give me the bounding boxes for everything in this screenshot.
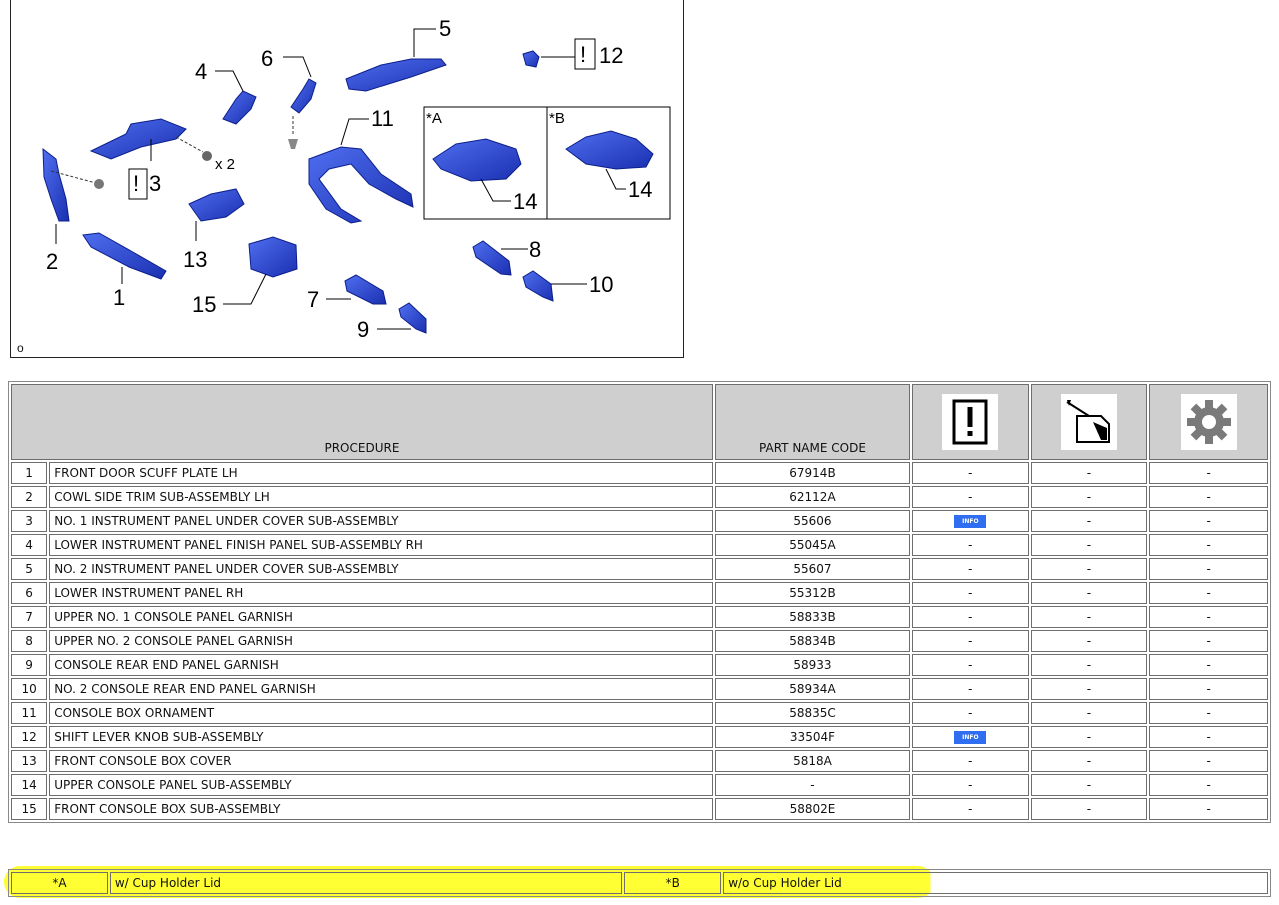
row-number: 12 <box>11 726 47 748</box>
caution-cell: - <box>912 750 1029 772</box>
info-button[interactable]: INFO <box>954 731 986 744</box>
procedure-link[interactable]: COWL SIDE TRIM SUB-ASSEMBLY LH <box>49 486 713 508</box>
settings-cell: - <box>1149 510 1268 532</box>
procedure-link[interactable]: UPPER CONSOLE PANEL SUB-ASSEMBLY <box>49 774 713 796</box>
caution-cell <box>912 726 1029 748</box>
caution-mark-3: ! <box>133 171 140 196</box>
clip-shape <box>94 179 104 189</box>
part-name-code: 55607 <box>715 558 910 580</box>
table-row <box>11 798 1268 820</box>
legend-key-b: *B <box>624 872 721 894</box>
table-header-row <box>11 384 1268 460</box>
callout-4: 4 <box>195 59 208 84</box>
settings-cell: - <box>1149 558 1268 580</box>
part-name-code: 55045A <box>715 534 910 556</box>
part-name-code: 5818A <box>715 750 910 772</box>
part-14b-shape <box>566 131 653 169</box>
part-name-code: 55312B <box>715 582 910 604</box>
callout-8: 8 <box>529 237 542 262</box>
parts-table-body <box>11 462 1268 820</box>
lubricant-cell: - <box>1031 630 1148 652</box>
part-name-code: 67914B <box>715 462 910 484</box>
lubricant-cell: - <box>1031 462 1148 484</box>
lubricant-cell: - <box>1031 534 1148 556</box>
legend-key-a: *A <box>11 872 108 894</box>
row-number: 1 <box>11 462 47 484</box>
caution-cell: - <box>912 774 1029 796</box>
row-number: 5 <box>11 558 47 580</box>
lubricant-cell: - <box>1031 798 1148 820</box>
legend-table <box>8 869 1271 897</box>
part-name-code: - <box>715 774 910 796</box>
settings-cell: - <box>1149 534 1268 556</box>
caution-cell: - <box>912 534 1029 556</box>
header-lubricant <box>1031 384 1148 460</box>
callout-6: 6 <box>261 46 274 71</box>
procedure-link[interactable]: CONSOLE BOX ORNAMENT <box>49 702 713 724</box>
row-number: 2 <box>11 486 47 508</box>
procedure-link[interactable]: FRONT CONSOLE BOX SUB-ASSEMBLY <box>49 798 713 820</box>
procedure-link[interactable]: FRONT CONSOLE BOX COVER <box>49 750 713 772</box>
row-number: 14 <box>11 774 47 796</box>
part-3-shape <box>91 119 186 159</box>
part-name-code: 62112A <box>715 486 910 508</box>
table-row <box>11 606 1268 628</box>
lubricant-cell: - <box>1031 678 1148 700</box>
part-name-code: 33504F <box>715 726 910 748</box>
caution-cell: - <box>912 798 1029 820</box>
legend-row <box>11 872 1268 894</box>
settings-cell: - <box>1149 654 1268 676</box>
settings-cell: - <box>1149 486 1268 508</box>
settings-cell: - <box>1149 462 1268 484</box>
table-row <box>11 678 1268 700</box>
callout-11: 11 <box>371 106 394 131</box>
legend-area <box>4 866 1270 898</box>
row-number: 7 <box>11 606 47 628</box>
part-4-shape <box>223 91 256 124</box>
settings-cell: - <box>1149 582 1268 604</box>
lubricant-cell: - <box>1031 726 1148 748</box>
lubricant-cell: - <box>1031 654 1148 676</box>
callout-14b: 14 <box>628 177 653 202</box>
callout-2: 2 <box>46 249 59 274</box>
part-8-shape <box>473 241 511 275</box>
callout-14a: 14 <box>513 189 538 214</box>
row-number: 9 <box>11 654 47 676</box>
header-part-name-code: PART NAME CODE <box>715 384 910 460</box>
part-15-shape <box>249 237 297 277</box>
table-row <box>11 726 1268 748</box>
part-12-shape <box>523 51 539 67</box>
lubricant-cell: - <box>1031 486 1148 508</box>
lubricant-cell: - <box>1031 750 1148 772</box>
part-name-code: 58833B <box>715 606 910 628</box>
table-row <box>11 702 1268 724</box>
procedure-link[interactable]: FRONT DOOR SCUFF PLATE LH <box>49 462 713 484</box>
table-row <box>11 534 1268 556</box>
view-b-label: *B <box>549 110 565 127</box>
header-procedure: PROCEDURE <box>11 384 713 460</box>
procedure-link[interactable]: LOWER INSTRUMENT PANEL RH <box>49 582 713 604</box>
table-row <box>11 774 1268 796</box>
table-row <box>11 558 1268 580</box>
part-1-shape <box>83 233 166 279</box>
view-a-label: *A <box>426 110 442 127</box>
caution-cell: - <box>912 654 1029 676</box>
row-number: 3 <box>11 510 47 532</box>
gear-icon <box>1181 394 1237 450</box>
procedure-link[interactable]: UPPER NO. 1 CONSOLE PANEL GARNISH <box>49 606 713 628</box>
fastener-qty: x 2 <box>215 156 236 173</box>
lubricant-cell: - <box>1031 558 1148 580</box>
parts-illustration <box>10 0 684 358</box>
callout-1: 1 <box>113 285 126 310</box>
table-row <box>11 462 1268 484</box>
row-number: 13 <box>11 750 47 772</box>
caution-cell: - <box>912 630 1029 652</box>
settings-cell: - <box>1149 702 1268 724</box>
caution-icon <box>942 394 998 450</box>
part-11-shape <box>309 147 413 223</box>
procedure-link[interactable]: NO. 2 CONSOLE REAR END PANEL GARNISH <box>49 678 713 700</box>
table-row <box>11 582 1268 604</box>
part-name-code: 58835C <box>715 702 910 724</box>
caution-cell <box>912 510 1029 532</box>
part-name-code: 58933 <box>715 654 910 676</box>
settings-cell: - <box>1149 750 1268 772</box>
table-row <box>11 750 1268 772</box>
row-number: 8 <box>11 630 47 652</box>
procedure-link[interactable]: UPPER NO. 2 CONSOLE PANEL GARNISH <box>49 630 713 652</box>
caution-cell: - <box>912 558 1029 580</box>
part-6-shape <box>291 79 316 113</box>
settings-cell: - <box>1149 774 1268 796</box>
procedure-link[interactable]: CONSOLE REAR END PANEL GARNISH <box>49 654 713 676</box>
info-button[interactable]: INFO <box>954 515 986 528</box>
caution-cell: - <box>912 462 1029 484</box>
caution-cell: - <box>912 486 1029 508</box>
legend-text-b: w/o Cup Holder Lid <box>723 872 1268 894</box>
settings-cell: - <box>1149 678 1268 700</box>
table-row <box>11 630 1268 652</box>
part-name-code: 55606 <box>715 510 910 532</box>
procedure-link[interactable]: SHIFT LEVER KNOB SUB-ASSEMBLY <box>49 726 713 748</box>
settings-cell: - <box>1149 606 1268 628</box>
callout-10: 10 <box>589 272 614 297</box>
procedure-link[interactable]: LOWER INSTRUMENT PANEL FINISH PANEL SUB-ASSEMBLY RH <box>49 534 713 556</box>
caution-cell: - <box>912 606 1029 628</box>
lubricant-cell: - <box>1031 774 1148 796</box>
lubricant-cell: - <box>1031 510 1148 532</box>
callout-13: 13 <box>183 247 208 272</box>
lubricant-icon <box>1061 394 1117 450</box>
settings-cell: - <box>1149 726 1268 748</box>
parts-table <box>8 381 1271 823</box>
legend-text-a: w/ Cup Holder Lid <box>110 872 623 894</box>
exploded-view-diagram <box>11 0 683 357</box>
row-number: 6 <box>11 582 47 604</box>
caution-cell: - <box>912 702 1029 724</box>
row-number: 4 <box>11 534 47 556</box>
procedure-link[interactable]: NO. 2 INSTRUMENT PANEL UNDER COVER SUB-ASSEMBLY <box>49 558 713 580</box>
part-14a-shape <box>433 139 521 181</box>
table-row <box>11 486 1268 508</box>
caution-cell: - <box>912 582 1029 604</box>
procedure-link[interactable]: NO. 1 INSTRUMENT PANEL UNDER COVER SUB-ASSEMBLY <box>49 510 713 532</box>
settings-cell: - <box>1149 798 1268 820</box>
callout-12: 12 <box>599 43 624 68</box>
table-row <box>11 510 1268 532</box>
header-caution <box>912 384 1029 460</box>
part-13-shape <box>189 189 244 221</box>
clip-shape-2 <box>288 139 298 149</box>
callout-7: 7 <box>307 287 320 312</box>
caution-cell: - <box>912 678 1029 700</box>
header-settings <box>1149 384 1268 460</box>
settings-cell: - <box>1149 630 1268 652</box>
caution-mark-12: ! <box>580 42 587 67</box>
part-10-shape <box>523 271 553 301</box>
lubricant-cell: - <box>1031 702 1148 724</box>
illustration-code: o <box>17 341 24 355</box>
lubricant-cell: - <box>1031 606 1148 628</box>
table-row <box>11 654 1268 676</box>
row-number: 10 <box>11 678 47 700</box>
part-name-code: 58934A <box>715 678 910 700</box>
bolt-shape <box>202 151 212 161</box>
part-name-code: 58834B <box>715 630 910 652</box>
callout-9: 9 <box>357 317 370 342</box>
callout-5: 5 <box>439 16 452 41</box>
part-5-shape <box>346 59 446 91</box>
lubricant-cell: - <box>1031 582 1148 604</box>
callout-3: 3 <box>149 171 162 196</box>
row-number: 11 <box>11 702 47 724</box>
row-number: 15 <box>11 798 47 820</box>
part-name-code: 58802E <box>715 798 910 820</box>
callout-15: 15 <box>192 292 217 317</box>
part-7-shape <box>345 275 386 304</box>
part-2-shape <box>43 149 69 221</box>
